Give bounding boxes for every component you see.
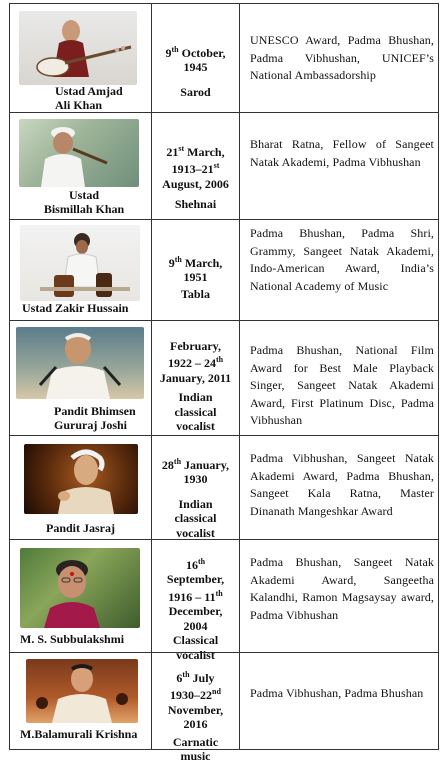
date-text: 21st March, 1913–21st August, 2006 xyxy=(162,143,229,191)
table-row xyxy=(10,540,439,653)
portrait-photo-amjad-ali-khan xyxy=(19,11,137,85)
table-row xyxy=(10,653,439,750)
musician-name: Ustad Amjad Ali Khan xyxy=(55,84,123,112)
instrument: Indian classical vocalist xyxy=(174,390,217,433)
portrait-photo-balamurali-krishna xyxy=(26,659,138,723)
birth-date xyxy=(152,440,239,555)
date-text: 9th October, 1945 xyxy=(165,44,226,74)
instrument: Indian classical vocalist xyxy=(174,496,217,540)
awards-text: Padma Bhushan, Padma Shri, Grammy, Sangeet Natak Akademi, Indo-American Award, India’s National Academy of Music xyxy=(250,226,434,293)
awards-text: Padma Bhushan, Sangeet Natak Akademi Award, Sangeetha Kalandhi, Ramon Magsaysay award, Padma Vibhushan xyxy=(250,555,434,622)
instrument: Sarod xyxy=(180,84,211,99)
date-text: February, 1922 – 24th January, 2011 xyxy=(159,338,232,385)
instrument: Classical vocalist xyxy=(172,633,219,662)
date-text: 9th March, 1951 xyxy=(168,254,223,284)
awards-text: Padma Bhushan, National Film Award for Best Male Playback Singer, Sangeet Natak Akademi Award, First Platinum Disc, Padma Vibhushan xyxy=(250,343,434,427)
table-row xyxy=(10,220,439,321)
instrument: Carnatic music xyxy=(172,734,219,763)
awards-text: UNESCO Award, Padma Bhushan, Padma Vibhushan, UNICEF’s National Ambassadorship xyxy=(250,33,434,82)
awards-text: Padma Vibhushan, Padma Bhushan xyxy=(250,686,424,700)
awards-text: Bharat Ratna, Fellow of Sangeet Natak Akademi, Padma Vibhushan xyxy=(250,137,434,169)
birth-date xyxy=(152,238,239,316)
table-row xyxy=(10,321,439,436)
date-text: 28th January, 1930 xyxy=(161,456,230,486)
portrait-photo-ms-subbulakshmi xyxy=(20,548,140,628)
table-row xyxy=(10,436,439,540)
instrument: Shehnai xyxy=(174,197,217,211)
instrument: Tabla xyxy=(181,286,210,301)
musician-name: Pandit Jasraj xyxy=(46,521,115,535)
birth-date xyxy=(152,324,239,448)
portrait-photo-bhimsen-joshi xyxy=(16,327,144,399)
portrait-photo-bismillah-khan xyxy=(19,119,139,187)
date-text: 16th September, 1916 – 11th December, 2004 xyxy=(166,556,225,633)
musician-name: M.Balamurali Krishna xyxy=(20,727,138,741)
musician-name: Ustad Zakir Hussain xyxy=(22,301,129,315)
portrait-photo-zakir-hussain xyxy=(20,225,140,301)
table-row xyxy=(10,4,439,113)
awards-text: Padma Vibhushan, Sangeet Natak Akademi Award, Padma Bhushan, Sangeet Kala Ratna, Master Dinanath Mangeshkar Award xyxy=(250,451,434,518)
birth-date xyxy=(152,28,239,114)
portrait-photo-pandit-jasraj xyxy=(24,444,138,514)
musician-name: Pandit Bhimsen Gururaj Joshi xyxy=(54,404,136,432)
birth-date xyxy=(152,127,239,226)
musician-name: M. S. Subbulakshmi xyxy=(20,632,125,646)
table-row xyxy=(10,113,439,220)
birth-date xyxy=(152,653,239,778)
date-text: 6th July 1930–22nd November, 2016 xyxy=(167,669,224,731)
musicians-table xyxy=(9,3,439,763)
musician-name: Ustad Bismillah Khan xyxy=(43,188,125,216)
